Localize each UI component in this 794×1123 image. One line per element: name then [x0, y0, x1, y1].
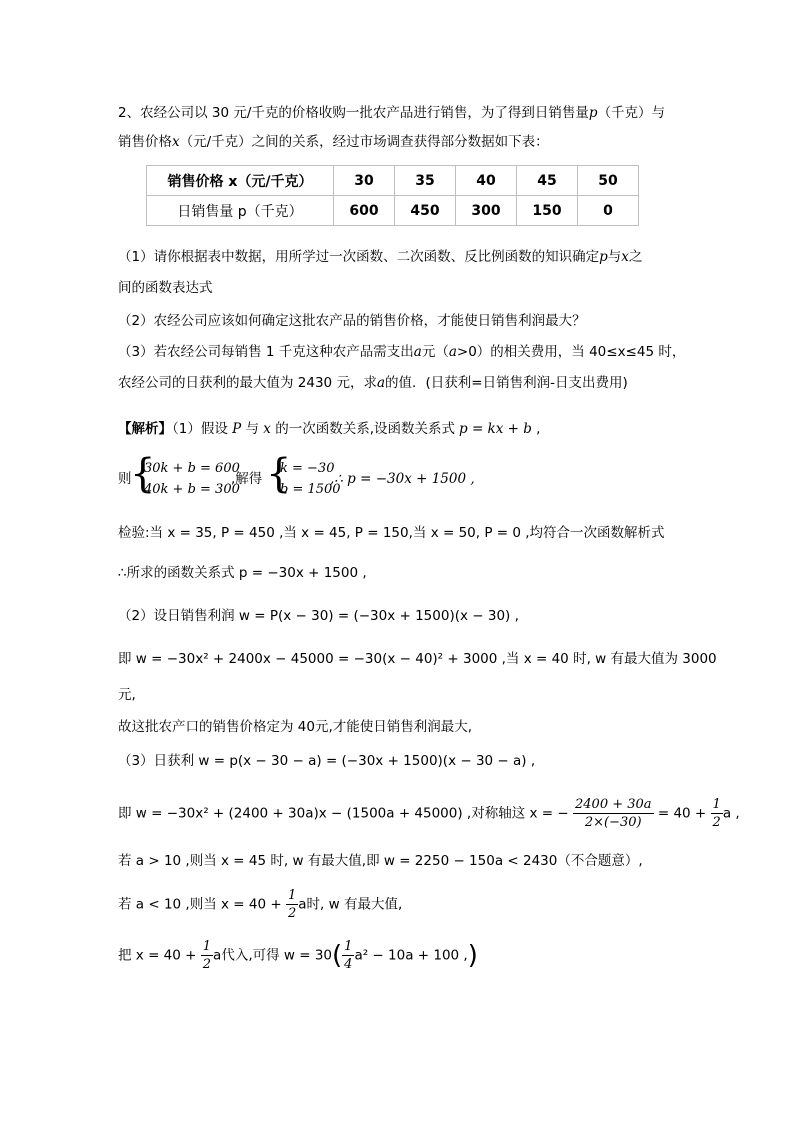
fraction-half	[286, 887, 298, 922]
var-a: a	[376, 375, 386, 391]
var-p: p	[588, 105, 598, 121]
solution-3d	[118, 887, 402, 922]
fraction-num: 1	[712, 797, 721, 812]
solution-3c: 若 a > 10 ,则当 x = 45 时, w 有最大值,即 w = 2250 − 150a < 2430（不合题意）,	[118, 853, 643, 869]
question-1-cont: 间的函数表达式	[118, 280, 213, 296]
solution-3b	[118, 796, 740, 831]
question-text: 农经公司的日获利的最大值为 2430 元，求	[118, 375, 377, 391]
question-2: （2）农经公司应该如何确定这批农产品的销售价格，才能使日销售利润最大？	[118, 313, 586, 329]
fraction-den: 2	[202, 957, 212, 972]
fraction-den: 2×(−30)	[584, 815, 642, 830]
problem-text: 2、农经公司以 30 元/千克的价格收购一批农产品进行销售，为了得到日销售量	[118, 105, 589, 121]
fraction-num: 1	[287, 888, 297, 903]
data-table	[146, 165, 639, 226]
equation: a代入,可得 w = 30	[213, 947, 333, 964]
table-row	[147, 196, 639, 226]
solution-2: （2）设日销售利润 w = P(x − 30) = (−30x + 1500)(x − 30) ,	[118, 608, 519, 624]
question-text: 与	[607, 249, 622, 265]
problem-text: （元/千克）之间的关系，经过市场调查获得部分数据如下表：	[179, 134, 549, 150]
var-p: p	[599, 249, 608, 265]
table-cell: 50	[578, 166, 639, 196]
fraction-quarter	[342, 938, 354, 973]
question-text: 之	[628, 249, 643, 265]
problem-line-2	[118, 133, 549, 151]
equation: a时, w 有最大值,	[298, 896, 403, 913]
solution-heading: 【解析】	[118, 421, 172, 437]
solution-text: （1）假设	[172, 421, 228, 437]
table-cell: 40	[456, 166, 517, 196]
fraction-half	[711, 796, 723, 831]
table-cell: 30	[334, 166, 395, 196]
solution-2d: 故这批农产口的销售价格定为 40元,才能使日销售利润最大,	[118, 719, 473, 735]
left-brace: {	[266, 451, 292, 497]
fraction-den: 2	[287, 906, 297, 921]
left-brace: {	[130, 451, 156, 497]
question-1	[118, 248, 642, 266]
equation: p = kx + b	[459, 421, 532, 437]
equation: a ,	[722, 805, 740, 822]
label-ze: 则	[118, 471, 132, 487]
problem-text: 销售价格	[118, 134, 172, 150]
solution-3e: 把 x = 40 + $\frac{1}{2}$ a代入,可得 w = 30( $\frac{1}{4}$ a² − 10a + 100 ,)	[118, 939, 478, 972]
equation: 40k + b = 300	[144, 482, 240, 497]
question-text: >0）的相关费用，当 40≤x≤45 时，	[456, 344, 686, 360]
table-header-sales: 日销售量 p（千克）	[147, 196, 334, 226]
table-cell: 450	[395, 196, 456, 226]
label-jiede: ,解得	[231, 471, 263, 487]
equation: 即 w = −30x² + (2400 + 30a)x − (1500a + 45000) ,对称轴这 x = −	[118, 805, 569, 822]
solution-2c: 元,	[118, 687, 136, 703]
table-cell: 45	[517, 166, 578, 196]
function-line: ∴所求的函数关系式 p = −30x + 1500 ,	[118, 565, 367, 581]
fraction-half	[201, 938, 213, 973]
fraction-num: 1	[202, 939, 212, 954]
table-cell: 600	[334, 196, 395, 226]
question-text: 元（	[421, 344, 449, 360]
table-cell: 0	[578, 196, 639, 226]
equation: 若 a < 10 ,则当 x = 40 +	[118, 896, 282, 913]
table-row	[147, 166, 639, 196]
equation: = 40 +	[657, 805, 707, 822]
var-a: a	[413, 344, 422, 360]
fraction-den: 2	[712, 815, 721, 830]
question-3	[118, 343, 685, 361]
equation: k = −30	[280, 461, 335, 476]
equation: a² − 10a + 100 ,	[354, 947, 468, 964]
table-cell: 35	[395, 166, 456, 196]
var-x: x	[172, 134, 180, 150]
question-text: 的值．(日获利=日销售利润-日支出费用)	[385, 375, 628, 391]
solution-text: 的一次函数关系,设函数关系式	[275, 421, 456, 437]
question-text: （3）若农经公司每销售 1 千克这种农产品需支出	[118, 344, 414, 360]
fraction-axis	[573, 796, 654, 831]
var-x: x	[621, 249, 629, 265]
solution-line-1: 【解析】（1）假设 P 与 x 的一次函数关系,设函数关系式 p = kx + b ,	[118, 421, 541, 437]
system-1	[144, 458, 240, 500]
equation: 把 x = 40 +	[118, 947, 197, 964]
var-a: a	[448, 344, 457, 360]
solution-3: （3）日获利 w = p(x − 30 − a) = (−30x + 1500)(x − 30 − a) ,	[118, 753, 536, 769]
question-text: （1）请你根据表中数据，用所学过一次函数、二次函数、反比例函数的知识确定	[118, 249, 600, 265]
check-line: 检验:当 x = 35, P = 450 ,当 x = 45, P = 150,当 x = 50, P = 0 ,均符合一次函数解析式	[118, 525, 665, 541]
question-3-cont	[118, 374, 628, 392]
problem-text-tail: （千克）与	[597, 105, 666, 121]
solution-text: 与	[245, 421, 260, 437]
fraction-den: 4	[344, 957, 353, 972]
fraction-num: 1	[344, 939, 353, 954]
table-cell: 300	[456, 196, 517, 226]
problem-line-1	[118, 104, 665, 122]
fraction-num: 2400 + 30a	[575, 797, 652, 812]
equation: 30k + b = 600	[144, 461, 240, 476]
table-header-price: 销售价格 x（元/千克）	[147, 166, 334, 196]
solution-2b: 即 w = −30x² + 2400x − 45000 = −30(x − 40)² + 3000 ,当 x = 40 时, w 有最大值为 3000	[118, 651, 717, 667]
equation: b = 1500	[280, 482, 341, 497]
system-result: ,∴ p = −30x + 1500 ,	[330, 471, 475, 487]
table-cell: 150	[517, 196, 578, 226]
